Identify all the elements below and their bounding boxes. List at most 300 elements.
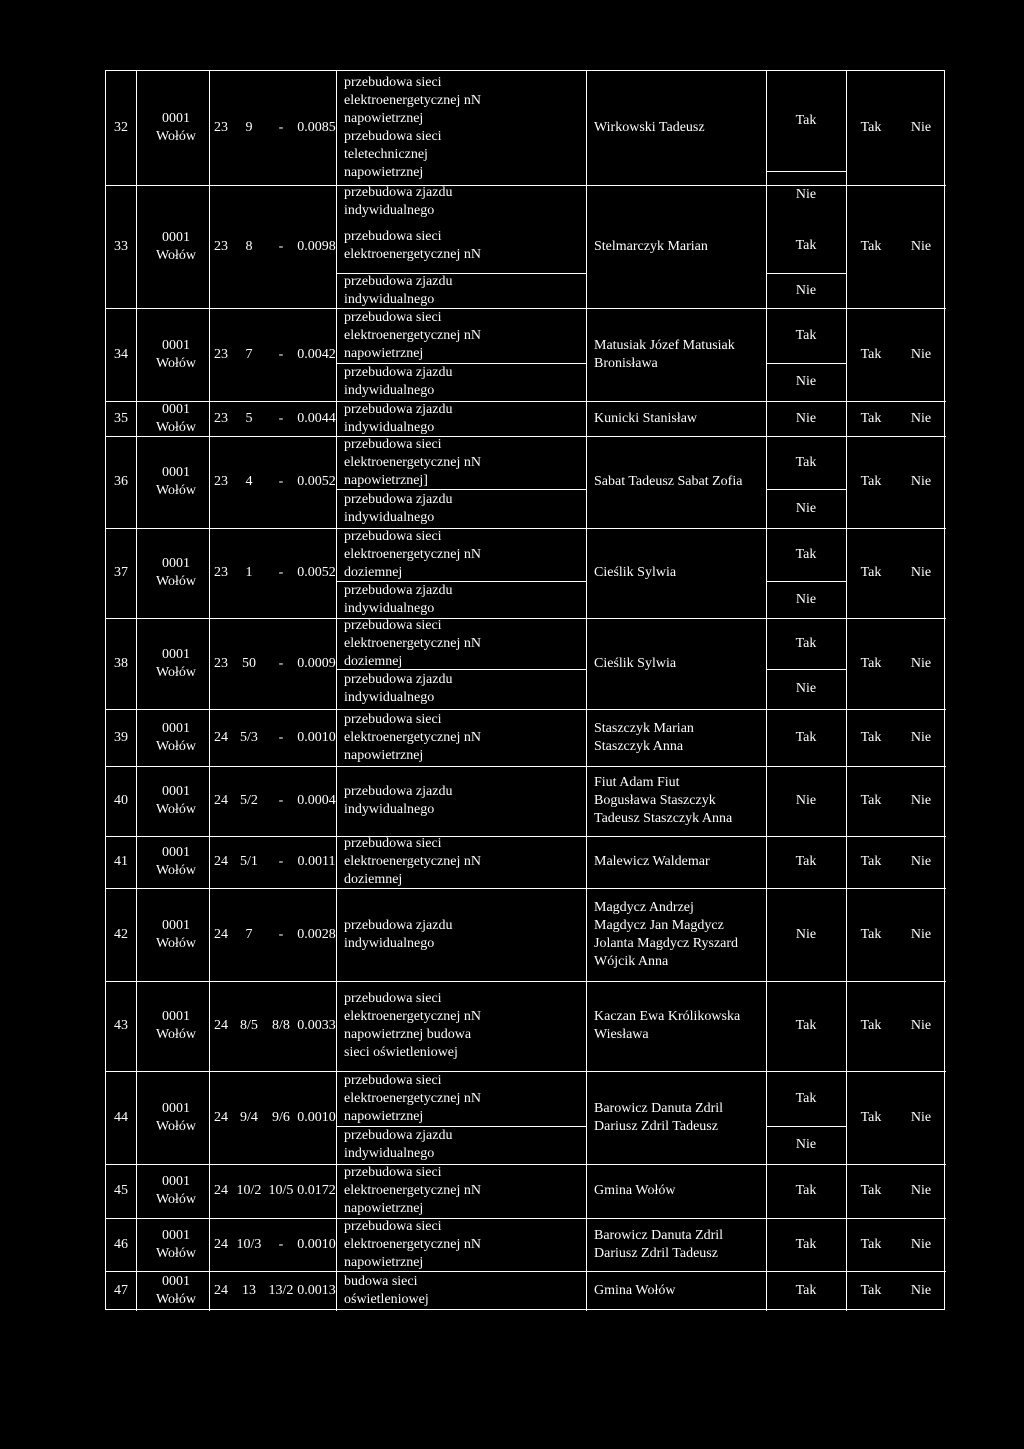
wlasciciele-cell xyxy=(594,1271,744,1311)
arkusz-cell xyxy=(209,888,233,981)
obreb-cell xyxy=(146,836,206,888)
powierzchnia: 0.0009 xyxy=(297,655,336,671)
obreb-cell xyxy=(146,888,206,981)
decyzja: Nie xyxy=(795,681,817,696)
obreb: 0001 Wołów xyxy=(155,1274,197,1307)
wlasciciele-cell xyxy=(594,766,744,836)
obreb-cell xyxy=(146,1271,206,1311)
decyzja: Tak xyxy=(795,546,817,562)
row-divider xyxy=(766,669,846,670)
row-divider xyxy=(106,1218,946,1219)
row-number: 38 xyxy=(114,655,128,671)
kolumna-3-cell xyxy=(896,766,946,836)
row-number: 39 xyxy=(114,729,128,745)
zakres-text: przebudowa sieci elektroenergetycznej nN doziemnej xyxy=(344,836,481,887)
kolumna-2-cell xyxy=(846,401,896,436)
dzialka: 5/3 xyxy=(240,729,258,745)
kolumna-2: Tak xyxy=(860,1183,882,1198)
decyzja-cell xyxy=(766,1071,846,1126)
dzialka: 8/5 xyxy=(240,1018,258,1033)
row-number-cell xyxy=(106,981,136,1071)
kolumna-3-cell xyxy=(896,1218,946,1271)
arkusz-cell xyxy=(209,436,233,528)
decyzja-cell xyxy=(766,709,846,766)
row-number-cell xyxy=(106,528,136,618)
powierzchnia-cell xyxy=(287,308,346,401)
kolumna-2-cell xyxy=(846,836,896,888)
decyzja-cell xyxy=(766,888,846,981)
row-divider xyxy=(336,581,586,582)
kolumna-3-cell xyxy=(896,888,946,981)
obreb-cell xyxy=(146,1164,206,1218)
wlasciciele-cell xyxy=(594,618,744,709)
dzialka-2: - xyxy=(278,655,284,671)
decyzja-cell xyxy=(766,981,846,1071)
decyzja: Tak xyxy=(795,113,817,128)
kolumna-2-cell xyxy=(846,1271,896,1311)
decyzja-cell xyxy=(766,1164,846,1218)
wlasciciele-cell xyxy=(594,836,744,888)
kolumna-2: Tak xyxy=(860,655,882,671)
kolumna-3-cell xyxy=(896,618,946,709)
dzialka: 13 xyxy=(242,1283,256,1298)
dzialka-2: - xyxy=(278,926,284,942)
powierzchnia: 0.0085 xyxy=(297,120,336,135)
zakres-text: przebudowa zjazdu indywidualnego xyxy=(344,365,453,398)
powierzchnia: 0.0013 xyxy=(297,1283,336,1298)
dzialka-2: 8/8 xyxy=(272,1018,290,1033)
row-number-cell xyxy=(106,618,136,709)
row-divider xyxy=(106,709,946,710)
kolumna-2: Tak xyxy=(860,1236,882,1252)
decyzja-cell xyxy=(766,308,846,363)
row-number-cell xyxy=(106,836,136,888)
row-number-cell xyxy=(106,709,136,766)
kolumna-2-cell xyxy=(846,766,896,836)
arkusz: 24 xyxy=(214,854,228,869)
kolumna-3: Nie xyxy=(910,1109,932,1125)
kolumna-3: Nie xyxy=(910,474,932,489)
zakres-text-cell xyxy=(344,709,484,766)
kolumna-2-cell xyxy=(846,528,896,618)
decyzja: Tak xyxy=(795,1018,817,1033)
decyzja-cell xyxy=(766,1271,846,1311)
arkusz-cell xyxy=(209,185,233,308)
decyzja-cell xyxy=(766,273,846,308)
powierzchnia-cell xyxy=(287,836,346,888)
wlasciciele: Magdycz Andrzej Magdycz Jan Magdycz Jolanta Magdycz Ryszard Wójcik Anna xyxy=(594,899,739,969)
row-divider xyxy=(336,363,586,364)
arkusz-cell xyxy=(209,1164,233,1218)
powierzchnia: 0.0011 xyxy=(297,854,336,869)
arkusz: 24 xyxy=(214,926,228,942)
row-divider xyxy=(106,1071,946,1072)
decyzja: Tak xyxy=(795,238,817,253)
decyzja-cell xyxy=(766,836,846,888)
row-number: 32 xyxy=(114,120,128,135)
decyzja-cell xyxy=(766,71,846,171)
column-divider xyxy=(586,71,587,1311)
kolumna-2-cell xyxy=(846,185,896,308)
decyzja-cell xyxy=(766,436,846,489)
row-number: 46 xyxy=(114,1236,128,1252)
row-number: 34 xyxy=(114,346,128,362)
wlasciciele-cell xyxy=(594,308,744,401)
arkusz: 24 xyxy=(214,1018,228,1033)
obreb-cell xyxy=(146,618,206,709)
row-number: 43 xyxy=(114,1018,128,1033)
decyzja: Tak xyxy=(795,1236,817,1252)
row-number-cell xyxy=(106,1164,136,1218)
decyzja: Tak xyxy=(795,854,817,869)
kolumna-2: Tak xyxy=(860,410,882,426)
kolumna-3: Nie xyxy=(910,238,932,254)
dzialka-cell xyxy=(235,1164,263,1218)
decyzja-cell xyxy=(766,618,846,669)
powierzchnia: 0.0044 xyxy=(297,410,336,426)
zakres-text: przebudowa zjazdu indywidualnego xyxy=(344,491,453,525)
decyzja-cell xyxy=(766,489,846,528)
kolumna-3-cell xyxy=(896,836,946,888)
kolumna-2-cell xyxy=(846,981,896,1071)
decyzja-cell xyxy=(766,1126,846,1164)
obreb-cell xyxy=(146,185,206,308)
row-number: 37 xyxy=(114,565,128,580)
kolumna-2-cell xyxy=(846,1164,896,1218)
wlasciciele: Cieślik Sylwia xyxy=(594,655,677,671)
powierzchnia-cell xyxy=(287,436,346,528)
powierzchnia-cell xyxy=(287,709,346,766)
zakres-text-cell xyxy=(344,528,484,581)
row-divider xyxy=(106,528,946,529)
row-number: 42 xyxy=(114,926,128,942)
zakres-text-cell xyxy=(344,185,484,219)
row-divider xyxy=(106,836,946,837)
arkusz-cell xyxy=(209,308,233,401)
kolumna-3-cell xyxy=(896,1164,946,1218)
dzialka-2: - xyxy=(278,1236,284,1252)
decyzja: Tak xyxy=(795,635,817,651)
decyzja-cell xyxy=(766,528,846,581)
arkusz: 24 xyxy=(214,793,228,808)
kolumna-3: Nie xyxy=(910,1236,932,1252)
dzialka-cell xyxy=(235,618,263,709)
column-divider xyxy=(136,71,137,1311)
kolumna-3-cell xyxy=(896,185,946,308)
land-register-table xyxy=(105,70,945,1310)
wlasciciele-cell xyxy=(594,709,744,766)
zakres-text-cell xyxy=(344,489,484,528)
zakres-text: przebudowa sieci elektroenergetycznej nN napowietrznej xyxy=(344,1218,481,1270)
arkusz-cell xyxy=(209,528,233,618)
row-divider xyxy=(336,1126,586,1127)
row-number: 44 xyxy=(114,1109,128,1125)
row-number: 40 xyxy=(114,793,128,808)
arkusz: 24 xyxy=(214,1183,228,1198)
arkusz-cell xyxy=(209,1071,233,1164)
kolumna-3-cell xyxy=(896,709,946,766)
wlasciciele-cell xyxy=(594,1218,744,1271)
dzialka-2: - xyxy=(278,346,284,362)
zakres-text: przebudowa zjazdu indywidualnego xyxy=(344,582,453,616)
dzialka-cell xyxy=(235,981,263,1071)
row-divider xyxy=(766,171,846,172)
kolumna-3: Nie xyxy=(910,1183,932,1198)
obreb: 0001 Wołów xyxy=(155,401,197,435)
wlasciciele: Stelmarczyk Marian xyxy=(594,238,708,254)
zakres-text: przebudowa sieci elektroenergetycznej nN napowietrznej xyxy=(344,309,481,361)
row-number-cell xyxy=(106,1218,136,1271)
row-divider xyxy=(766,273,846,274)
kolumna-3: Nie xyxy=(910,655,932,671)
row-divider xyxy=(106,1271,946,1272)
powierzchnia: 0.0028 xyxy=(297,926,336,942)
zakres-text: budowa sieci oświetleniowej xyxy=(344,1274,429,1307)
dzialka-cell xyxy=(235,1071,263,1164)
zakres-text-cell xyxy=(344,363,484,401)
powierzchnia-cell xyxy=(287,766,346,836)
obreb: 0001 Wołów xyxy=(155,465,197,498)
zakres-text: przebudowa zjazdu indywidualnego xyxy=(344,273,453,307)
dzialka-2: - xyxy=(278,120,284,135)
arkusz: 23 xyxy=(214,346,228,362)
decyzja: Nie xyxy=(795,926,817,942)
row-divider xyxy=(106,308,946,309)
dzialka-2: - xyxy=(278,565,284,580)
kolumna-2: Tak xyxy=(860,1109,882,1125)
kolumna-3-cell xyxy=(896,1271,946,1311)
decyzja: Tak xyxy=(795,729,817,745)
zakres-text-cell xyxy=(344,308,484,363)
kolumna-2: Tak xyxy=(860,474,882,489)
kolumna-3: Nie xyxy=(910,1018,932,1033)
dzialka-2: - xyxy=(278,793,284,808)
wlasciciele: Cieślik Sylwia xyxy=(594,565,677,580)
zakres-text: przebudowa sieci elektroenergetycznej nN napowietrznej xyxy=(344,711,481,763)
dzialka-2: 9/6 xyxy=(272,1109,290,1125)
decyzja: Tak xyxy=(795,327,817,343)
zakres-text-cell xyxy=(344,618,484,669)
zakres-text: przebudowa sieci elektroenergetycznej nN doziemnej xyxy=(344,617,481,669)
arkusz: 24 xyxy=(214,729,228,745)
arkusz-cell xyxy=(209,709,233,766)
kolumna-3: Nie xyxy=(910,1283,932,1298)
row-divider xyxy=(766,489,846,490)
dzialka-cell xyxy=(235,1218,263,1271)
arkusz: 23 xyxy=(214,474,228,489)
decyzja: Tak xyxy=(795,1183,817,1198)
obreb-cell xyxy=(146,401,206,436)
kolumna-3-cell xyxy=(896,401,946,436)
row-number-cell xyxy=(106,1271,136,1311)
row-number-cell xyxy=(106,185,136,308)
row-divider xyxy=(336,273,586,274)
wlasciciele-cell xyxy=(594,888,744,981)
row-divider xyxy=(106,185,946,186)
obreb-cell xyxy=(146,981,206,1071)
arkusz-cell xyxy=(209,71,233,185)
dzialka: 10/2 xyxy=(236,1183,262,1198)
powierzchnia-cell xyxy=(287,1071,346,1164)
decyzja-cell xyxy=(766,219,846,273)
wlasciciele: Kunicki Stanisław xyxy=(594,410,698,426)
dzialka-cell xyxy=(235,528,263,618)
powierzchnia: 0.0010 xyxy=(297,1109,336,1125)
powierzchnia: 0.0010 xyxy=(297,1236,336,1252)
kolumna-2: Tak xyxy=(860,346,882,362)
dzialka-cell xyxy=(235,836,263,888)
decyzja-cell xyxy=(766,1218,846,1271)
arkusz-cell xyxy=(209,401,233,436)
wlasciciele-cell xyxy=(594,185,744,308)
zakres-text-cell xyxy=(344,1071,484,1126)
zakres-text: przebudowa sieci elektroenergetycznej nN napowietrznej przebudowa sieci teletechnicznej napowietrznej xyxy=(344,75,481,180)
powierzchnia-cell xyxy=(287,981,346,1071)
powierzchnia: 0.0172 xyxy=(297,1183,336,1198)
zakres-text: przebudowa zjazdu indywidualnego xyxy=(344,672,453,705)
powierzchnia-cell xyxy=(287,1218,346,1271)
decyzja: Nie xyxy=(795,187,817,202)
decyzja-cell xyxy=(766,363,846,401)
wlasciciele-cell xyxy=(594,1071,744,1164)
wlasciciele-cell xyxy=(594,71,744,185)
powierzchnia: 0.0004 xyxy=(297,793,336,808)
obreb-cell xyxy=(146,1218,206,1271)
row-divider xyxy=(106,888,946,889)
kolumna-3: Nie xyxy=(910,346,932,362)
powierzchnia-cell xyxy=(287,401,346,436)
zakres-text: przebudowa sieci elektroenergetycznej nN xyxy=(344,229,481,262)
arkusz: 23 xyxy=(214,565,228,580)
kolumna-2: Tak xyxy=(860,1018,882,1033)
obreb: 0001 Wołów xyxy=(155,646,197,680)
row-divider xyxy=(106,1164,946,1165)
kolumna-2-cell xyxy=(846,1071,896,1164)
zakres-text-cell xyxy=(344,981,484,1071)
wlasciciele: Gmina Wołów xyxy=(594,1283,676,1298)
zakres-text: przebudowa sieci elektroenergetycznej nN napowietrznej xyxy=(344,1072,481,1124)
zakres-text-cell xyxy=(344,273,484,308)
kolumna-3-cell xyxy=(896,528,946,618)
wlasciciele-cell xyxy=(594,1164,744,1218)
kolumna-2-cell xyxy=(846,618,896,709)
kolumna-3-cell xyxy=(896,436,946,528)
zakres-text: przebudowa sieci elektroenergetycznej nN napowietrznej] xyxy=(344,436,481,488)
zakres-text: przebudowa zjazdu indywidualnego xyxy=(344,784,453,817)
kolumna-2-cell xyxy=(846,709,896,766)
decyzja-cell xyxy=(766,401,846,436)
decyzja-cell xyxy=(766,766,846,836)
dzialka-cell xyxy=(235,308,263,401)
obreb: 0001 Wołów xyxy=(155,556,197,589)
wlasciciele: Kaczan Ewa Królikowska Wiesława xyxy=(594,1009,741,1042)
row-divider xyxy=(106,766,946,767)
obreb-cell xyxy=(146,528,206,618)
wlasciciele-cell xyxy=(594,436,744,528)
decyzja-cell xyxy=(766,581,846,618)
dzialka: 1 xyxy=(245,565,253,580)
arkusz: 24 xyxy=(214,1283,228,1298)
kolumna-2-cell xyxy=(846,1218,896,1271)
wlasciciele: Malewicz Waldemar xyxy=(594,854,710,869)
kolumna-3: Nie xyxy=(910,926,932,942)
decyzja: Nie xyxy=(795,374,817,389)
row-number-cell xyxy=(106,401,136,436)
wlasciciele: Barowicz Danuta Zdril Dariusz Zdril Tadeusz xyxy=(594,1227,724,1261)
zakres-text-cell xyxy=(344,1218,484,1271)
obreb: 0001 Wołów xyxy=(155,1227,197,1261)
zakres-text: przebudowa zjazdu indywidualnego xyxy=(344,185,453,218)
arkusz-cell xyxy=(209,836,233,888)
zakres-text: przebudowa zjazdu indywidualnego xyxy=(344,1128,453,1161)
row-divider xyxy=(106,981,946,982)
powierzchnia: 0.0052 xyxy=(297,565,336,580)
decyzja: Tak xyxy=(795,1090,817,1106)
row-number: 33 xyxy=(114,238,128,254)
wlasciciele-cell xyxy=(594,528,744,618)
decyzja-cell xyxy=(766,171,846,219)
kolumna-3: Nie xyxy=(910,120,932,135)
kolumna-2: Tak xyxy=(860,1283,882,1298)
wlasciciele-cell xyxy=(594,401,744,436)
arkusz: 24 xyxy=(214,1236,228,1252)
row-divider xyxy=(336,489,586,490)
powierzchnia-cell xyxy=(287,1271,346,1311)
decyzja-cell xyxy=(766,669,846,709)
zakres-text-cell xyxy=(344,669,484,709)
row-divider xyxy=(766,1126,846,1127)
row-number: 36 xyxy=(114,474,128,489)
dzialka: 5/2 xyxy=(240,793,258,808)
dzialka-cell xyxy=(235,185,263,308)
wlasciciele: Gmina Wołów xyxy=(594,1183,676,1198)
powierzchnia-cell xyxy=(287,618,346,709)
dzialka: 5 xyxy=(245,410,253,426)
dzialka-2: - xyxy=(278,854,284,869)
dzialka-2: 10/5 xyxy=(268,1183,294,1198)
arkusz: 24 xyxy=(214,1109,228,1125)
powierzchnia-cell xyxy=(287,71,346,185)
row-divider xyxy=(106,436,946,437)
dzialka: 50 xyxy=(242,655,256,671)
obreb: 0001 Wołów xyxy=(155,784,197,817)
arkusz: 23 xyxy=(214,655,228,671)
wlasciciele: Wirkowski Tadeusz xyxy=(594,120,705,135)
kolumna-3: Nie xyxy=(910,410,932,426)
zakres-text: przebudowa zjazdu indywidualnego xyxy=(344,401,453,435)
obreb-cell xyxy=(146,766,206,836)
powierzchnia-cell xyxy=(287,1164,346,1218)
kolumna-2-cell xyxy=(846,71,896,185)
wlasciciele: Fiut Adam Fiut Bogusława Staszczyk Tadeusz Staszczyk Anna xyxy=(594,775,733,826)
kolumna-3: Nie xyxy=(910,793,932,808)
powierzchnia-cell xyxy=(287,185,346,308)
powierzchnia-cell xyxy=(287,528,346,618)
zakres-text-cell xyxy=(344,436,484,489)
zakres-text-cell xyxy=(344,401,484,436)
kolumna-3-cell xyxy=(896,1071,946,1164)
arkusz-cell xyxy=(209,1218,233,1271)
dzialka-cell xyxy=(235,401,263,436)
dzialka: 8 xyxy=(245,238,253,254)
wlasciciele: Staszczyk Marian Staszczyk Anna xyxy=(594,720,694,754)
wlasciciele: Matusiak Józef Matusiak Bronisława xyxy=(594,337,735,371)
decyzja: Nie xyxy=(795,282,817,298)
dzialka-2: - xyxy=(278,238,284,254)
kolumna-3: Nie xyxy=(910,729,932,745)
kolumna-2: Tak xyxy=(860,854,882,869)
wlasciciele: Barowicz Danuta Zdril Dariusz Zdril Tadeusz xyxy=(594,1100,724,1134)
